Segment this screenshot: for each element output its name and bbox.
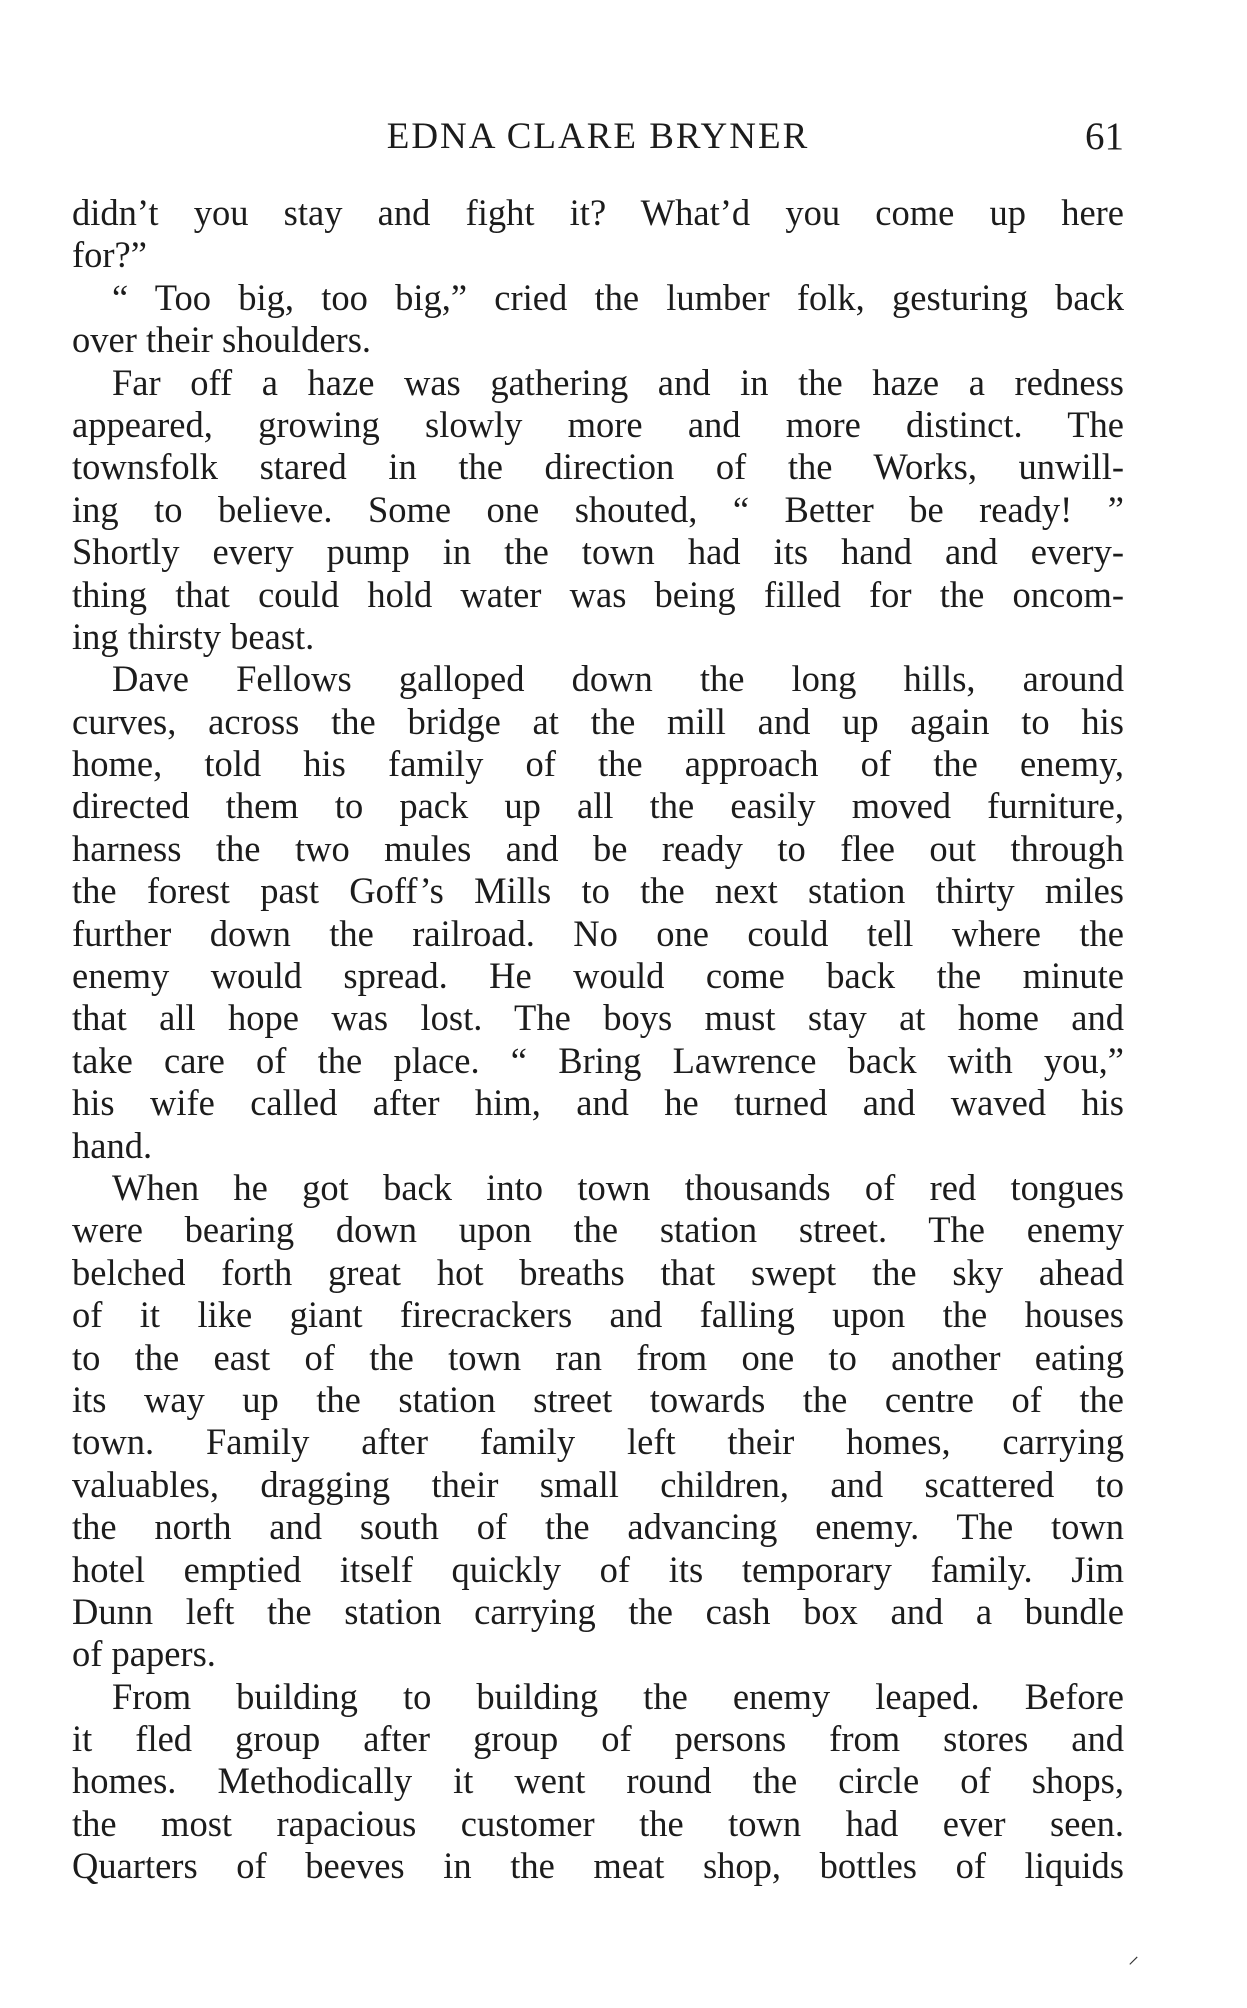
- text-line: were bearing down upon the station street. The enemy: [72, 1209, 1124, 1251]
- body-text: [72, 192, 1124, 1888]
- text-line: homes. Methodically it went round the circle of shops,: [72, 1760, 1124, 1802]
- text-line: over their shoulders.: [72, 319, 372, 361]
- text-line: Far off a haze was gathering and in the haze a redness: [112, 361, 1124, 403]
- text-line: its way up the station street towards the centre of the: [72, 1378, 1124, 1420]
- text-line: it fled group after group of persons from stores and: [72, 1718, 1124, 1760]
- text-line: ing to believe. Some one shouted, “ Better be ready! ”: [72, 488, 1124, 530]
- text-line: Dave Fellows galloped down the long hills, around: [112, 658, 1124, 700]
- text-line: “ Too big, too big,” cried the lumber folk, gesturing back: [112, 276, 1124, 318]
- text-line: of papers.: [72, 1633, 216, 1675]
- text-line: hand.: [72, 1124, 153, 1166]
- text-line: the forest past Goff’s Mills to the next station thirty miles: [72, 870, 1124, 912]
- text-line: hotel emptied itself quickly of its temporary family. Jim: [72, 1548, 1124, 1590]
- text-line: for?”: [72, 234, 147, 276]
- text-line: curves, across the bridge at the mill and up again to his: [72, 700, 1124, 742]
- printer-mark: ⸝: [1128, 1943, 1140, 1968]
- text-line: further down the railroad. No one could tell where the: [72, 912, 1124, 954]
- text-line: thing that could hold water was being filled for the oncom-: [72, 573, 1124, 615]
- text-line: his wife called after him, and he turned and waved his: [72, 1082, 1124, 1124]
- running-title: EDNA CLARE BRYNER: [386, 116, 810, 157]
- running-head: [72, 112, 1124, 162]
- text-line: Dunn left the station carrying the cash box and a bundle: [72, 1590, 1124, 1632]
- text-line: appeared, growing slowly more and more distinct. The: [72, 403, 1124, 445]
- text-line: of it like giant firecrackers and falling upon the houses: [72, 1294, 1124, 1336]
- text-line: When he got back into town thousands of red tongues: [112, 1166, 1124, 1208]
- text-line: to the east of the town ran from one to another eating: [72, 1336, 1124, 1378]
- text-line: the most rapacious customer the town had ever seen.: [72, 1802, 1124, 1844]
- text-line: townsfolk stared in the direction of the Works, unwill-: [72, 446, 1124, 488]
- page-number: 61: [1085, 115, 1124, 158]
- text-line: enemy would spread. He would come back the minute: [72, 955, 1124, 997]
- text-line: harness the two mules and be ready to flee out through: [72, 827, 1124, 869]
- text-line: that all hope was lost. The boys must stay at home and: [72, 997, 1124, 1039]
- text-line: Shortly every pump in the town had its hand and every-: [72, 531, 1124, 573]
- text-line: ing thirsty beast.: [72, 615, 315, 657]
- text-line: valuables, dragging their small children, and scattered to: [72, 1463, 1124, 1505]
- text-line: belched forth great hot breaths that swept the sky ahead: [72, 1251, 1124, 1293]
- text-line: Quarters of beeves in the meat shop, bottles of liquids: [72, 1845, 1124, 1887]
- text-line: home, told his family of the approach of the enemy,: [72, 743, 1124, 785]
- text-line: take care of the place. “ Bring Lawrence back with you,”: [72, 1039, 1124, 1081]
- text-line: the north and south of the advancing enemy. The town: [72, 1506, 1124, 1548]
- text-line: town. Family after family left their homes, carrying: [72, 1421, 1124, 1463]
- text-line: directed them to pack up all the easily moved furniture,: [72, 785, 1124, 827]
- text-line: From building to building the enemy leaped. Before: [112, 1675, 1124, 1717]
- text-line: didn’t you stay and fight it? What’d you come up here: [72, 192, 1124, 233]
